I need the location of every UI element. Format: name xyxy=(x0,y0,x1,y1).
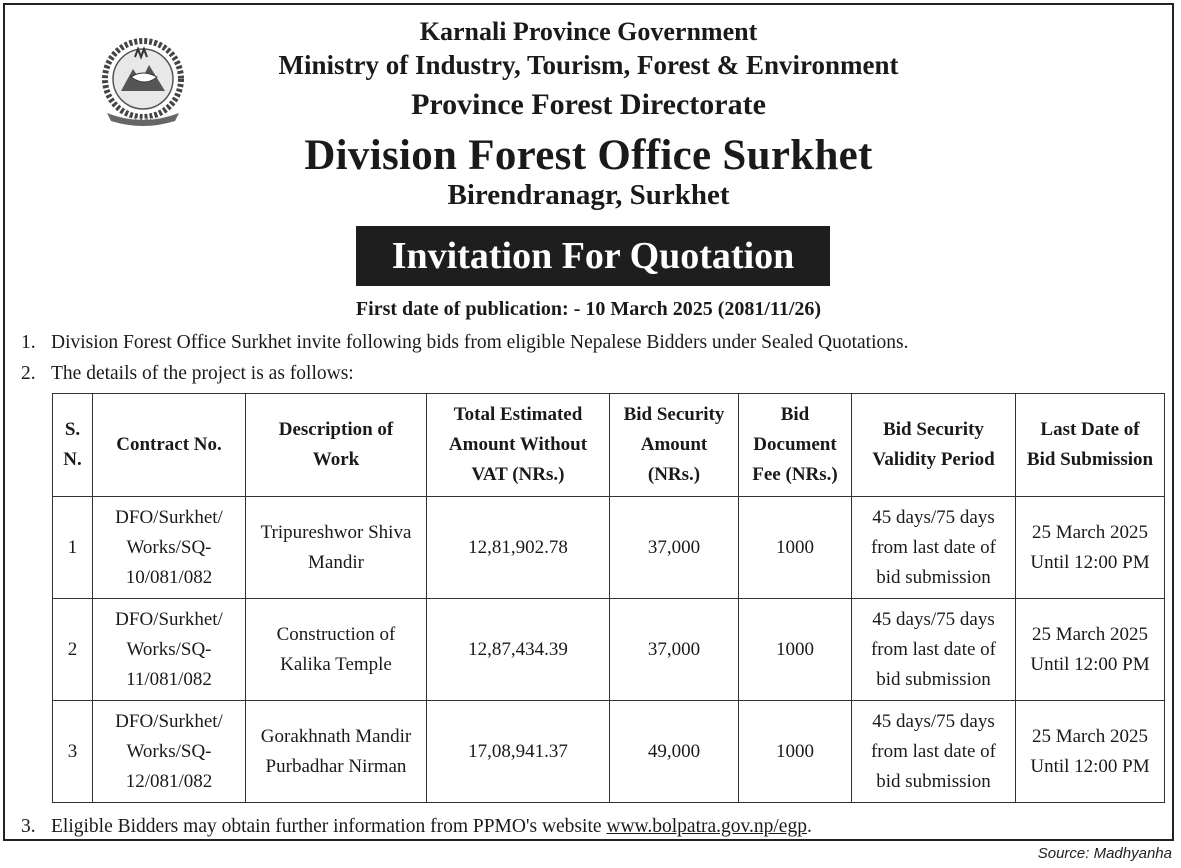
paragraph-3-end: . xyxy=(806,816,812,837)
source-credit: Source: Madhyanha xyxy=(1037,845,1172,862)
header-contract-no: Contract No. xyxy=(93,394,246,497)
cell-description: Construction of Kalika Temple xyxy=(246,599,427,701)
cell-security: 37,000 xyxy=(610,599,739,701)
paragraph-1 xyxy=(21,332,909,354)
ministry-name: Ministry of Industry, Tourism, Forest & Environment xyxy=(278,50,899,80)
cell-fee: 1000 xyxy=(739,701,852,803)
header-document-fee: Bid Document Fee (NRs.) xyxy=(739,394,852,497)
table-header-row xyxy=(53,394,1165,497)
cell-contract-no: DFO/Surkhet/ Works/SQ- 12/081/082 xyxy=(93,701,246,803)
paragraph-3 xyxy=(21,816,812,838)
office-name: Division Forest Office Surkhet xyxy=(304,132,873,179)
cell-contract-no: DFO/Surkhet/ Works/SQ- 11/081/082 xyxy=(93,599,246,701)
paragraph-3-number: 3. xyxy=(21,816,36,837)
cell-sn: 1 xyxy=(53,497,93,599)
directorate-name: Province Forest Directorate xyxy=(411,88,766,121)
cell-description: Gorakhnath Mandir Purbadhar Nirman xyxy=(246,701,427,803)
notice-title: Invitation For Quotation xyxy=(356,226,830,286)
cell-sn: 3 xyxy=(53,701,93,803)
header-bid-security: Bid Security Amount (NRs.) xyxy=(610,394,739,497)
cell-validity: 45 days/75 days from last date of bid submission xyxy=(852,497,1016,599)
bids-table xyxy=(52,393,1165,803)
paragraph-2-number: 2. xyxy=(21,363,36,384)
publication-date: First date of publication: - 10 March 2025 (2081/11/26) xyxy=(355,298,822,320)
paragraph-2-text: The details of the project is as follows: xyxy=(51,363,354,384)
cell-security: 49,000 xyxy=(610,701,739,803)
cell-amount: 12,87,434.39 xyxy=(427,599,610,701)
table-row xyxy=(53,599,1165,701)
cell-description: Tripureshwor Shiva Mandir xyxy=(246,497,427,599)
paragraph-3-text: Eligible Bidders may obtain further information from PPMO's website xyxy=(51,816,607,837)
header-last-date: Last Date of Bid Submission xyxy=(1016,394,1165,497)
cell-security: 37,000 xyxy=(610,497,739,599)
paragraph-2 xyxy=(21,363,354,385)
cell-validity: 45 days/75 days from last date of bid submission xyxy=(852,599,1016,701)
cell-contract-no: DFO/Surkhet/ Works/SQ- 10/081/082 xyxy=(93,497,246,599)
cell-last-date: 25 March 2025 Until 12:00 PM xyxy=(1016,497,1165,599)
cell-last-date: 25 March 2025 Until 12:00 PM xyxy=(1016,701,1165,803)
government-name: Karnali Province Government xyxy=(419,17,758,46)
ppmo-website-link[interactable]: www.bolpatra.gov.np/egp xyxy=(606,816,807,837)
cell-fee: 1000 xyxy=(739,497,852,599)
table-row xyxy=(53,497,1165,599)
cell-sn: 2 xyxy=(53,599,93,701)
cell-amount: 12,81,902.78 xyxy=(427,497,610,599)
cell-amount: 17,08,941.37 xyxy=(427,701,610,803)
cell-fee: 1000 xyxy=(739,599,852,701)
header-sn: S. N. xyxy=(53,394,93,497)
table-row xyxy=(53,701,1165,803)
paragraph-1-number: 1. xyxy=(21,332,36,353)
office-address: Birendranagr, Surkhet xyxy=(447,179,730,211)
cell-last-date: 25 March 2025 Until 12:00 PM xyxy=(1016,599,1165,701)
header-validity-period: Bid Security Validity Period xyxy=(852,394,1016,497)
cell-validity: 45 days/75 days from last date of bid submission xyxy=(852,701,1016,803)
paragraph-1-text: Division Forest Office Surkhet invite following bids from eligible Nepalese Bidders under Sealed Quotations. xyxy=(51,332,909,353)
notice-panel xyxy=(3,3,1174,841)
header-estimated-amount: Total Estimated Amount Without VAT (NRs.) xyxy=(427,394,610,497)
header-description: Description of Work xyxy=(246,394,427,497)
